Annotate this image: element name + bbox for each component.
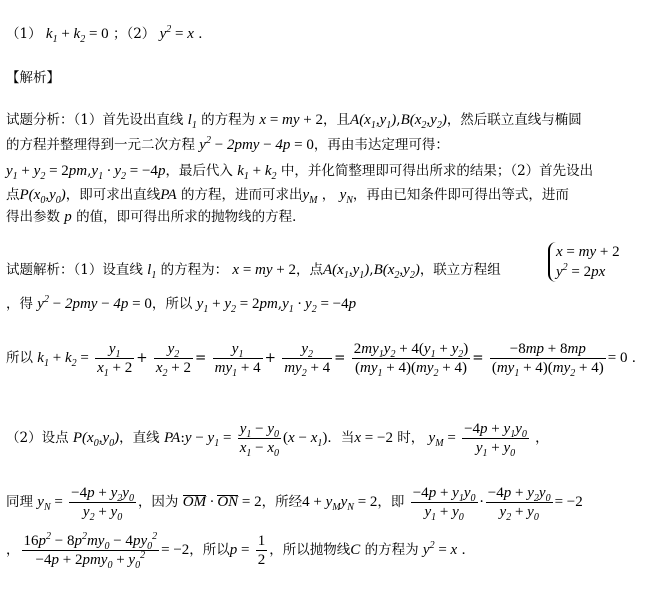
solution-text: ，所以抛物线: [269, 542, 351, 558]
solution-line-6: ， $\frac{16p^2 - 8p^2my_0 - 4py_0^2}{-4p + 2pmy_0 + y_0^2}$ = −2，所以p = $\frac{1}{2}$ ，所以抛物线C 的方程为 $y^2 = x$ ．: [6, 531, 476, 571]
solution-text: ，即: [377, 494, 405, 510]
answer-eq-1: $k_1 + k_2 = 0$: [45, 26, 109, 45]
analysis-text: ，再由已知条件即可得出等式，进而: [352, 187, 569, 203]
solution-text: 的方程为: [364, 542, 419, 558]
analysis-text: ，再由韦达定理可得：: [313, 137, 449, 153]
analysis-text: ，最后代入: [165, 163, 233, 179]
analysis-text: 得出参数: [6, 209, 60, 225]
solution-text: 时，: [397, 430, 425, 446]
solution-text: ，所以: [151, 296, 193, 312]
part2-label: ；（2）: [112, 26, 156, 42]
solution-text: 同理: [6, 494, 33, 510]
solution-label: 试题解析：: [6, 262, 74, 278]
analysis-text: （1）首先设出直线: [73, 112, 184, 128]
analysis-text: ，然后联立直线与椭圆: [446, 112, 582, 128]
analysis-text: 的方程，进而可求出: [180, 187, 303, 203]
analysis-text: 的值，即可得出所求的抛物线的方程．: [76, 209, 306, 225]
solution-line-3: 所以 $k_1 + k_2$ = $\frac{y_1}{x_1 + 2}$ + $\frac{y_2}{x_2 + 2}$ = $\frac{y_1}{my_1 + 4}$ + $\frac{y_2}{my_2 + 4}$ = $\frac{2my_1y_2 + 4(y_1 + y_2)}{(my_1 + 4)(my_2 + 4)}$ = $\frac{-8mp + 8mp}{(my_1 + 4)(my_2 + 4)}$ = 0 ．: [6, 341, 645, 379]
analysis-line-3: $y_1 + y_2 = 2pm,y_1 \cdot y_2 = -4p$，最后代入 $k_1 + k_2$ 中，并化简整理即可得出所求的结果；（2）首先设出: [6, 163, 594, 182]
solution-text: ，所以: [189, 542, 230, 558]
analysis-line-4: 点$P(x_0,y_0)$，即可求出直线PA 的方程，进而可求出$y_M$ ， $y_N$，再由已知条件即可得出等式，进而: [6, 187, 569, 206]
analysis-line-1: 试题分析：（1）首先设出直线 $l_1$ 的方程为 x = my + 2，且$A(x_1,y_1),B(x_2,y_2)$，然后联立直线与椭圆: [6, 112, 582, 131]
analysis-text: 的方程并整理得到一元二次方程: [6, 137, 195, 153]
analysis-text: ，即可求出直线: [65, 187, 161, 203]
solution-line-2: ，得 $y^2 - 2pmy - 4p = 0$，所以 $y_1 + y_2 = 2pm,y_1 \cdot y_2 = -4p$: [6, 294, 357, 315]
solution-text: ，得: [6, 296, 33, 312]
answer-line: （1） $k_1 + k_2 = 0$ ；（2） $y^2 = x$ ．: [6, 24, 212, 45]
solution-text: 所以: [6, 350, 33, 366]
solution-text: ．当: [327, 430, 355, 446]
analysis-text: 的方程为: [201, 112, 256, 128]
section-title: 【解析】: [6, 70, 60, 86]
solution-text: ，直线: [119, 430, 160, 446]
solution-text: ，所经: [261, 494, 303, 510]
solution-text: ，点: [296, 262, 324, 278]
analysis-text: 点: [6, 187, 20, 203]
solution-text: ，因为: [137, 494, 179, 510]
solution-text: ，联立方程组: [419, 262, 501, 278]
solution-text: 的方程为：: [160, 262, 229, 278]
analysis-text: ，且: [323, 112, 351, 128]
analysis-line-5: 得出参数 p 的值，即可得出所求的抛物线的方程．: [6, 209, 306, 225]
analysis-label: 试题分析：: [6, 112, 74, 128]
answer-eq-2: $y^2 = x$: [159, 24, 194, 42]
analysis-line-2: 的方程并整理得到一元二次方程 $y^2 - 2pmy - 4p = 0$，再由韦达定理可得：: [6, 135, 449, 153]
solution-line-4: （2）设点 $P(x_0,y_0)$，直线 PA:y − $y_1$ = $\frac{y_1 - y_0}{x_1 - x_0}$ $(x - x_1)$．当x = −2 时， $y_M$ = $\frac{-4p + y_1y_0}{y_1 + y_0}$ ，: [6, 421, 549, 459]
solution-line-5: 同理 $y_N$ = $\frac{-4p + y_2y_0}{y_2 + y_0}$ ，因为 OM · ON = 2，所经$4 + y_My_N = 2$，即 $\frac{-4p + y_1y_0}{y_1 + y_0}$ · $\frac{-4p + y_2y_0}{y_2 + y_0}$ = −2: [6, 485, 583, 523]
equation-system: x = my + 2 $y^2 = 2px$: [548, 242, 620, 282]
analysis-text: 中，并化简整理即可得出所求的结果；（2）首先设出: [280, 163, 594, 179]
solution-line-1: 试题解析：（1）设直线 $l_1$ 的方程为： x = my + 2，点$A(x_1,y_1),B(x_2,y_2)$，联立方程组: [6, 262, 501, 281]
solution-text: （2）设点: [6, 430, 69, 446]
part1-label: （1）: [6, 26, 42, 42]
solution-text: （1）设直线: [73, 262, 143, 278]
